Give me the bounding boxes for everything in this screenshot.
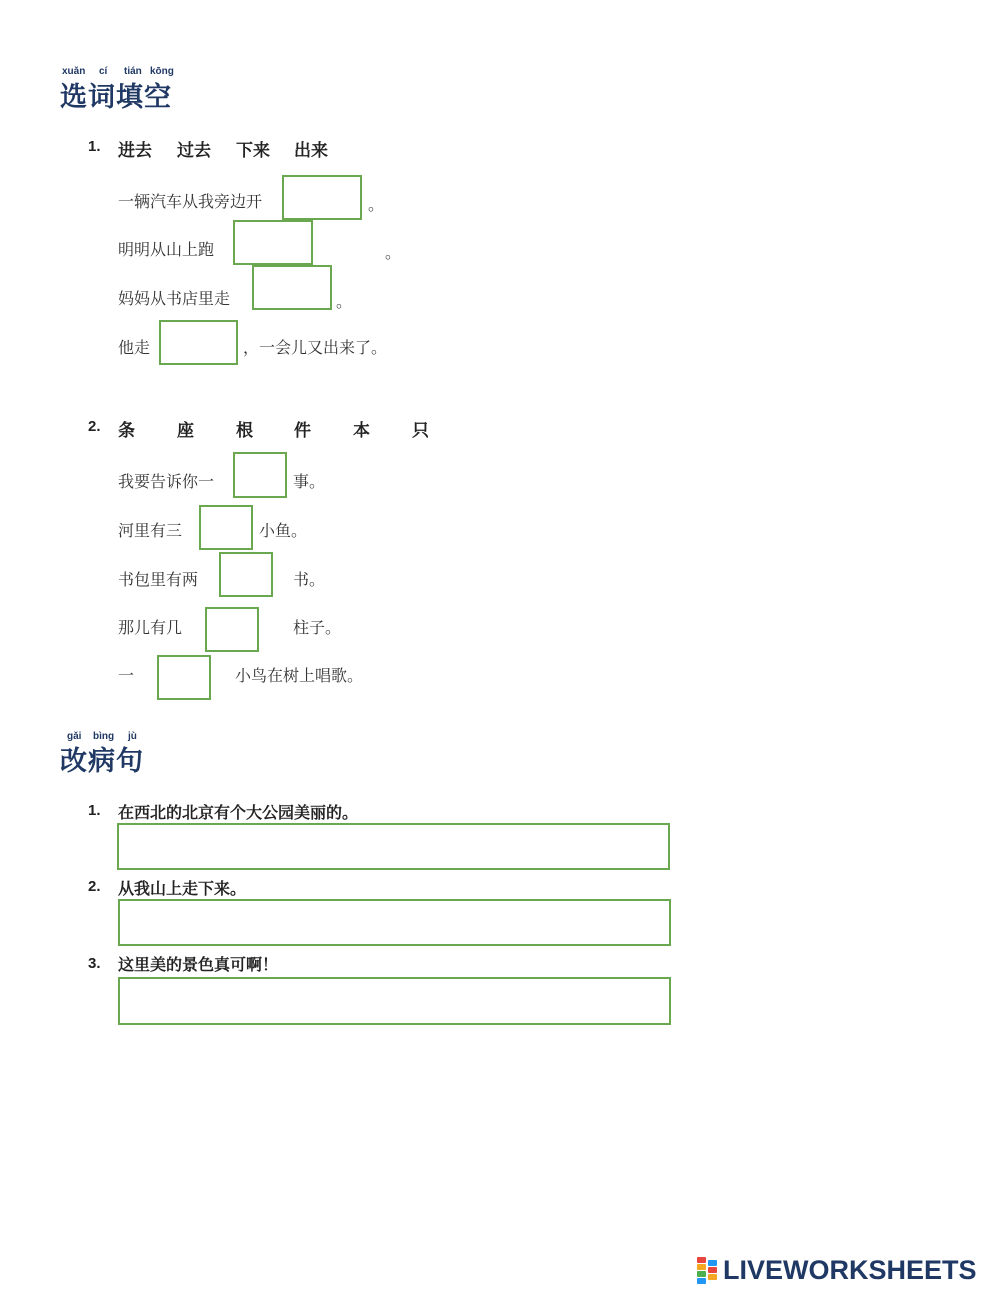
answer-box[interactable] <box>252 265 332 310</box>
logo-block <box>697 1278 706 1284</box>
question-text: 在西北的北京有个大公园美丽的。 <box>118 803 359 822</box>
answer-box[interactable] <box>157 655 211 700</box>
sentence-text: 事。 <box>293 472 326 491</box>
question-number: 2. <box>88 418 101 435</box>
sentence-text: ，一会儿又出来了。 <box>243 338 388 357</box>
logo-block <box>697 1271 706 1277</box>
logo-blocks-icon <box>697 1257 721 1283</box>
sentence-text: 明明从山上跑 <box>118 240 215 259</box>
logo-block <box>697 1257 706 1263</box>
sentence-text: 那儿有几 <box>118 618 183 637</box>
answer-box[interactable] <box>159 320 238 365</box>
logo-text: LIVEWORKSHEETS <box>723 1254 977 1285</box>
answer-field[interactable] <box>117 823 670 870</box>
section-title: 改病句 <box>60 746 144 777</box>
logo-block <box>708 1260 717 1266</box>
answer-box[interactable] <box>205 607 259 652</box>
question-number: 1. <box>88 138 101 155</box>
question-number: 2. <box>88 878 101 895</box>
word-option: 下来 <box>236 141 270 161</box>
answer-box[interactable] <box>282 175 362 220</box>
question-number: 1. <box>88 802 101 819</box>
sentence-text: 。 <box>385 243 402 262</box>
answer-box[interactable] <box>233 452 287 498</box>
sentence-text: 柱子。 <box>293 618 342 637</box>
sentence-text: 一 <box>118 666 135 685</box>
sentence-text: 妈妈从书店里走 <box>118 289 231 308</box>
question-number: 3. <box>88 955 101 972</box>
word-option: 只 <box>412 421 429 441</box>
answer-box[interactable] <box>219 552 273 597</box>
answer-box[interactable] <box>233 220 313 265</box>
sentence-text: 书。 <box>293 570 326 589</box>
sentence-text: 。 <box>368 195 385 214</box>
word-option: 条 <box>118 421 135 441</box>
word-option: 进去 <box>118 141 152 161</box>
liveworksheets-logo[interactable] <box>697 1255 977 1285</box>
word-option: 件 <box>294 421 311 441</box>
answer-field[interactable] <box>118 977 671 1025</box>
pinyin-4: kōng <box>150 66 174 77</box>
word-option: 出来 <box>294 141 328 161</box>
sentence-text: 小鱼。 <box>259 521 308 540</box>
word-option: 根 <box>236 421 253 441</box>
pinyin-1: gǎi <box>67 731 82 742</box>
sentence-text: 我要告诉你一 <box>118 472 215 491</box>
sentence-text: 。 <box>336 292 353 311</box>
sentence-text: 一辆汽车从我旁边开 <box>118 192 263 211</box>
pinyin-2: bìng <box>93 731 115 742</box>
question-text: 从我山上走下来。 <box>118 879 247 898</box>
word-option: 本 <box>353 421 370 441</box>
word-option: 过去 <box>177 141 211 161</box>
sentence-text: 书包里有两 <box>118 570 199 589</box>
pinyin-3: jù <box>128 731 137 742</box>
word-option: 座 <box>177 421 194 441</box>
question-text: 这里美的景色真可啊！ <box>118 955 279 974</box>
answer-field[interactable] <box>118 899 671 946</box>
sentence-text: 河里有三 <box>118 521 183 540</box>
answer-box[interactable] <box>199 505 253 550</box>
pinyin-2: cí <box>99 66 108 77</box>
section-title: 选词填空 <box>60 82 172 113</box>
sentence-text: 小鸟在树上唱歌。 <box>235 666 364 685</box>
logo-block <box>697 1264 706 1270</box>
logo-block <box>708 1274 717 1280</box>
sentence-text: 他走 <box>118 338 151 357</box>
pinyin-1: xuǎn <box>62 66 86 77</box>
logo-block <box>708 1267 717 1273</box>
pinyin-3: tián <box>124 66 142 77</box>
